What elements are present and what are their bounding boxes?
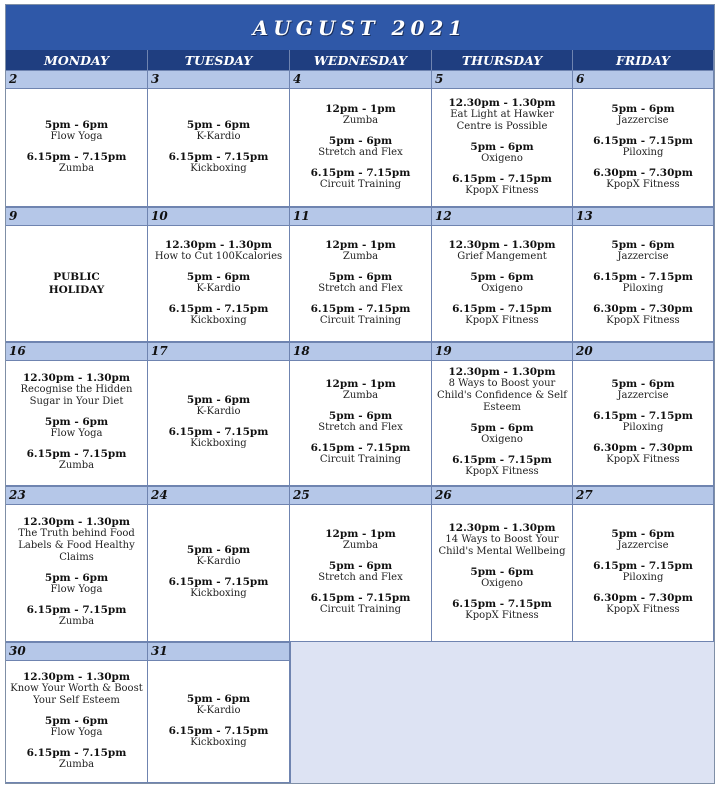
event-activity: Stretch and Flex <box>318 282 403 294</box>
event <box>45 416 108 440</box>
event-activity: Jazzercise <box>617 114 669 126</box>
event-time: 6.15pm - 7.15pm <box>310 442 411 454</box>
date-number: 16 <box>6 342 148 361</box>
event-activity: Oxigeno <box>481 578 523 589</box>
event-activity: Stretch and Flex <box>318 572 403 583</box>
event-activity: Circuit Training <box>319 314 402 326</box>
event <box>318 135 402 159</box>
event-time: 6.15pm - 7.15pm <box>452 598 552 610</box>
event-activity: Jazzercise <box>617 250 669 262</box>
event-time: 12.30pm - 1.30pm <box>22 670 131 683</box>
event-activity: KpopX Fitness <box>465 610 539 621</box>
event-activity: Circuit Training <box>319 604 402 615</box>
date-number: 9 <box>6 207 148 226</box>
event <box>593 135 693 159</box>
event-time: 5pm - 6pm <box>186 394 251 406</box>
day-cell <box>290 361 432 486</box>
date-number: 11 <box>290 207 432 226</box>
event-activity: Stretch and Flex <box>318 422 403 433</box>
event-activity: Zumba <box>342 250 379 262</box>
event-activity: Kickboxing <box>190 736 247 748</box>
day-header-tuesday: TUESDAY <box>148 50 290 70</box>
event <box>611 528 674 552</box>
event-time: 5pm - 6pm <box>186 544 251 556</box>
date-number: 30 <box>6 642 148 661</box>
day-cell <box>290 89 432 207</box>
event-activity: Eat Light at Hawker Centre is Possible <box>450 108 554 132</box>
event-activity: KpopX Fitness <box>465 184 539 196</box>
event <box>187 119 250 143</box>
day-cell <box>573 361 714 486</box>
event <box>434 97 570 133</box>
event <box>448 239 555 263</box>
event <box>593 410 693 434</box>
event-activity: Zumba <box>58 162 95 174</box>
event-activity: Zumba <box>58 616 95 627</box>
date-number: 2 <box>6 70 148 89</box>
day-header-monday: MONDAY <box>6 50 148 70</box>
event-time: 6.15pm - 7.15pm <box>452 454 552 466</box>
event <box>452 598 552 622</box>
event-activity: Piloxing <box>622 282 664 294</box>
event-activity: Know Your Worth & Boost Your Self Esteem <box>10 682 143 706</box>
day-cell <box>573 89 714 207</box>
event-time: 12.30pm - 1.30pm <box>164 238 272 251</box>
event <box>169 725 269 749</box>
event-time: 5pm - 6pm <box>470 140 534 153</box>
date-number: 17 <box>148 342 290 361</box>
event-time: 5pm - 6pm <box>44 714 109 727</box>
event <box>611 378 674 402</box>
event <box>593 560 693 584</box>
event-time: 5pm - 6pm <box>611 378 675 390</box>
event <box>470 566 533 590</box>
event-time: 12pm - 1pm <box>325 378 396 390</box>
event-time: 6.15pm - 7.15pm <box>593 560 693 572</box>
date-number: 5 <box>432 70 573 89</box>
event <box>434 522 570 558</box>
day-cell <box>290 505 432 642</box>
event-time: 6.15pm - 7.15pm <box>310 592 411 604</box>
date-number: 10 <box>148 207 290 226</box>
event-time: 6.15pm - 7.15pm <box>168 150 269 163</box>
event-activity: Flow Yoga <box>50 726 103 738</box>
event-time: 5pm - 6pm <box>611 102 675 115</box>
event-time: 6.15pm - 7.15pm <box>593 134 693 147</box>
event-time: 12.30pm - 1.30pm <box>448 366 556 378</box>
event-time: 12.30pm - 1.30pm <box>448 522 556 534</box>
event-activity: Kickboxing <box>190 438 247 449</box>
holiday-label: PUBLIC HOLIDAY <box>48 270 105 296</box>
event <box>325 239 396 263</box>
event <box>45 715 108 739</box>
event-time: 6.15pm - 7.15pm <box>26 746 127 759</box>
event <box>611 239 674 263</box>
event-activity: Oxigeno <box>481 282 523 294</box>
event <box>155 239 282 263</box>
event-time: 5pm - 6pm <box>44 416 109 428</box>
event-time: 12.30pm - 1.30pm <box>448 96 556 109</box>
event <box>169 303 269 327</box>
event <box>470 271 533 295</box>
event-time: 6.15pm - 7.15pm <box>310 166 411 179</box>
event-time: 12.30pm - 1.30pm <box>448 238 556 251</box>
event-time: 5pm - 6pm <box>328 410 393 422</box>
date-number: 19 <box>432 342 573 361</box>
event <box>318 410 402 434</box>
event <box>187 544 250 568</box>
event-activity: Piloxing <box>622 146 664 158</box>
date-number: 18 <box>290 342 432 361</box>
event-activity: KpopX Fitness <box>465 314 539 326</box>
date-number: 4 <box>290 70 432 89</box>
event-activity: Flow Yoga <box>50 584 103 595</box>
day-cell <box>148 661 290 783</box>
event <box>593 303 693 327</box>
event-activity: Circuit Training <box>319 178 402 190</box>
event-time: 6.30pm - 7.30pm <box>593 592 693 604</box>
event-time: 5pm - 6pm <box>186 270 251 283</box>
event <box>311 167 411 191</box>
event-activity: Piloxing <box>622 422 664 433</box>
event <box>470 141 533 165</box>
event-time: 6.15pm - 7.15pm <box>168 426 269 438</box>
day-cell <box>6 361 148 486</box>
event-activity: Jazzercise <box>617 540 669 551</box>
date-number: 27 <box>573 486 714 505</box>
event-time: 5pm - 6pm <box>186 118 251 131</box>
event-time: 6.15pm - 7.15pm <box>168 724 269 737</box>
event <box>452 173 552 197</box>
event-activity: Jazzercise <box>617 390 669 401</box>
day-cell <box>148 505 290 642</box>
event <box>470 422 533 446</box>
event-activity: Zumba <box>342 114 379 126</box>
event <box>325 528 396 552</box>
day-cell <box>290 226 432 342</box>
event-activity: How to Cut 100Kcalories <box>154 250 283 262</box>
event <box>311 442 411 466</box>
event-activity: K-Kardio <box>196 704 241 716</box>
event-time: 6.15pm - 7.15pm <box>452 302 552 315</box>
event-time: 5pm - 6pm <box>44 118 109 131</box>
day-cell <box>6 505 148 642</box>
event-activity: K-Kardio <box>196 130 241 142</box>
event-time: 12pm - 1pm <box>325 238 396 251</box>
event-time: 12.30pm - 1.30pm <box>22 516 131 528</box>
event-time: 6.15pm - 7.15pm <box>168 576 269 588</box>
day-header-wednesday: WEDNESDAY <box>290 50 432 70</box>
event-time: 5pm - 6pm <box>328 560 393 572</box>
event <box>45 572 108 596</box>
event <box>169 576 269 600</box>
event <box>8 372 145 408</box>
event-time: 6.30pm - 7.30pm <box>593 302 693 315</box>
event <box>611 103 674 127</box>
day-cell <box>432 89 573 207</box>
event-activity: KpopX Fitness <box>465 466 539 477</box>
event-time: 6.15pm - 7.15pm <box>26 604 127 616</box>
event-activity: 14 Ways to Boost Your Child's Mental Wellbeing <box>438 534 566 557</box>
event <box>311 303 411 327</box>
event <box>187 271 250 295</box>
event <box>452 303 552 327</box>
date-number: 25 <box>290 486 432 505</box>
event <box>187 394 250 418</box>
event <box>27 448 127 472</box>
day-cell <box>148 89 290 207</box>
day-cell <box>573 226 714 342</box>
event <box>325 378 396 402</box>
event-activity: Kickboxing <box>190 162 247 174</box>
event-activity: KpopX Fitness <box>606 314 680 326</box>
event-activity: KpopX Fitness <box>606 454 680 465</box>
event <box>187 693 250 717</box>
calendar <box>5 4 715 784</box>
event-time: 6.30pm - 7.30pm <box>593 166 693 179</box>
event <box>593 271 693 295</box>
date-number: 6 <box>573 70 714 89</box>
event-time: 6.15pm - 7.15pm <box>26 150 127 163</box>
event-time: 6.15pm - 7.15pm <box>26 448 127 460</box>
event <box>8 516 145 564</box>
date-number: 13 <box>573 207 714 226</box>
date-number: 12 <box>432 207 573 226</box>
event <box>593 442 693 466</box>
event <box>434 366 570 414</box>
event-activity: Zumba <box>342 390 379 401</box>
event-activity: The Truth behind Food Labels & Food Healthy Claims <box>18 528 135 563</box>
event-activity: Kickboxing <box>190 588 247 599</box>
date-number: 23 <box>6 486 148 505</box>
date-number: 24 <box>148 486 290 505</box>
event-time: 5pm - 6pm <box>186 692 251 705</box>
event-activity: Flow Yoga <box>50 428 103 439</box>
event-time: 12.30pm - 1.30pm <box>22 372 131 384</box>
event <box>452 454 552 478</box>
event <box>325 103 396 127</box>
event-activity: K-Kardio <box>196 282 241 294</box>
event <box>27 747 127 771</box>
empty-days-block <box>290 642 714 783</box>
event-activity: K-Kardio <box>196 556 241 567</box>
event <box>311 592 411 616</box>
day-cell <box>6 661 148 783</box>
event-time: 6.15pm - 7.15pm <box>593 410 693 422</box>
event-activity: Recognise the Hidden Sugar in Your Diet <box>20 384 133 407</box>
date-number: 20 <box>573 342 714 361</box>
event-time: 12pm - 1pm <box>325 102 396 115</box>
event-activity: Stretch and Flex <box>318 146 403 158</box>
event-time: 6.15pm - 7.15pm <box>310 302 411 315</box>
event-time: 5pm - 6pm <box>470 422 534 434</box>
event-activity: Flow Yoga <box>50 130 103 142</box>
event <box>8 671 145 707</box>
day-cell <box>432 505 573 642</box>
event-activity: KpopX Fitness <box>606 604 680 615</box>
event-activity: Zumba <box>58 460 95 471</box>
event-time: 6.15pm - 7.15pm <box>452 172 552 185</box>
day-cell <box>6 89 148 207</box>
event-activity: K-Kardio <box>196 406 241 417</box>
event-activity: Oxigeno <box>481 434 523 445</box>
day-cell <box>148 226 290 342</box>
event-time: 12pm - 1pm <box>325 528 396 540</box>
event <box>27 151 127 175</box>
event-activity: Kickboxing <box>190 314 247 326</box>
event <box>169 151 269 175</box>
event-activity: 8 Ways to Boost your Child's Confidence & Self Esteem <box>437 378 567 413</box>
day-cell <box>148 361 290 486</box>
date-number: 31 <box>148 642 290 661</box>
event-time: 5pm - 6pm <box>328 270 393 283</box>
calendar-title: AUGUST 2021 <box>6 5 714 50</box>
event-activity: Piloxing <box>622 572 664 583</box>
event <box>169 426 269 450</box>
event <box>318 271 402 295</box>
event <box>593 167 693 191</box>
event <box>318 560 402 584</box>
event-time: 6.15pm - 7.15pm <box>168 302 269 315</box>
day-cell <box>432 226 573 342</box>
event-time: 5pm - 6pm <box>611 238 675 251</box>
event-activity: Zumba <box>58 758 95 770</box>
event-time: 5pm - 6pm <box>44 572 109 584</box>
event-time: 6.15pm - 7.15pm <box>593 270 693 283</box>
event-activity: Grief Mangement <box>457 250 547 262</box>
day-header-friday: FRIDAY <box>573 50 714 70</box>
date-number: 26 <box>432 486 573 505</box>
day-cell <box>432 361 573 486</box>
event-time: 5pm - 6pm <box>470 566 534 578</box>
event <box>45 119 108 143</box>
event-activity: Zumba <box>342 540 379 551</box>
day-cell <box>573 505 714 642</box>
event <box>593 592 693 616</box>
day-header-thursday: THURSDAY <box>432 50 573 70</box>
event-time: 6.30pm - 7.30pm <box>593 442 693 454</box>
event-activity: Oxigeno <box>481 152 523 164</box>
event-activity: Circuit Training <box>319 454 402 465</box>
event-time: 5pm - 6pm <box>611 528 675 540</box>
day-cell <box>6 226 148 342</box>
event <box>27 604 127 628</box>
date-number: 3 <box>148 70 290 89</box>
event-time: 5pm - 6pm <box>328 134 393 147</box>
event-activity: KpopX Fitness <box>606 178 680 190</box>
event-time: 5pm - 6pm <box>470 270 534 283</box>
